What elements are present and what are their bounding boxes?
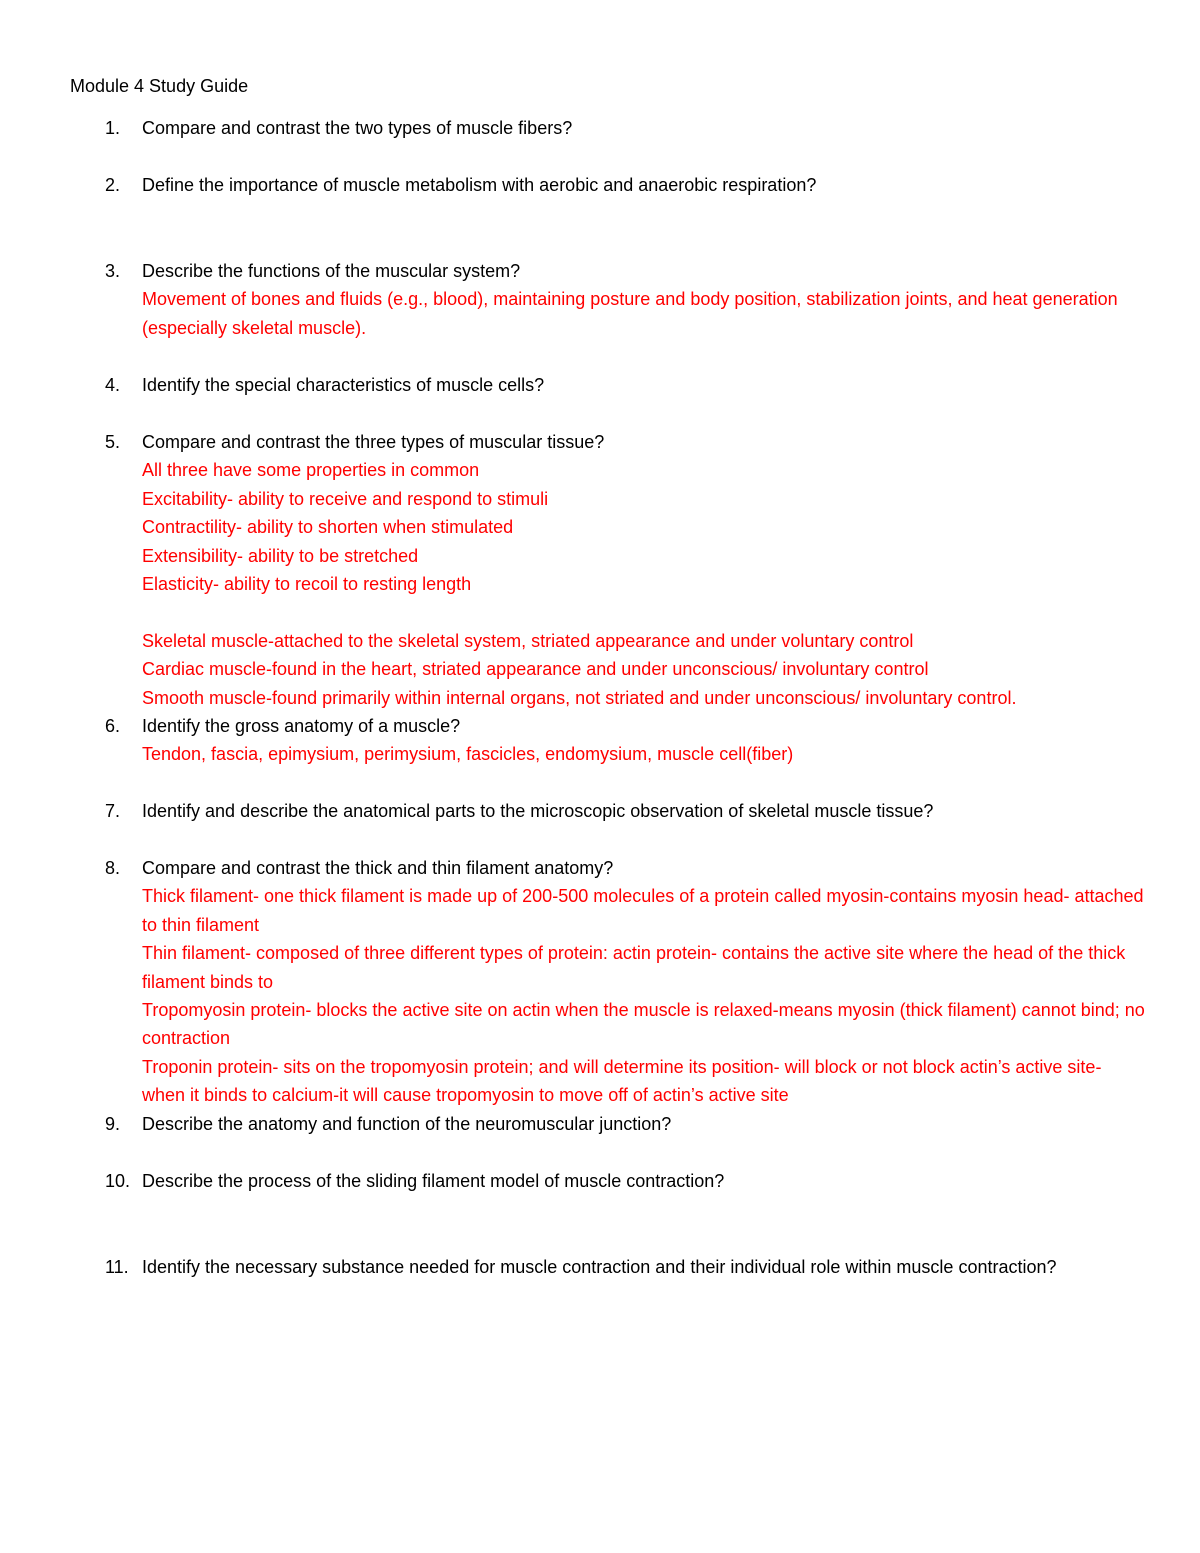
question-3 (105, 257, 1145, 342)
question-number: 7. (105, 801, 121, 821)
question-number: 6. (105, 716, 121, 736)
blank-line (142, 598, 1145, 626)
question-number: 5. (105, 432, 121, 452)
answer-line: Tendon, fascia, epimysium, perimysium, fascicles, endomysium, muscle cell(fiber) (142, 744, 794, 765)
answer-line: Excitability- ability to receive and respond to stimuli (142, 488, 549, 509)
question-number: 3. (105, 261, 121, 281)
question-8 (105, 854, 1145, 1110)
question-7 (105, 797, 1145, 825)
question-9 (105, 1110, 1145, 1138)
answer-line: Elasticity- ability to recoil to resting length (142, 574, 472, 595)
question-number: 2. (105, 175, 121, 195)
question-6 (105, 712, 1145, 769)
question-5 (105, 428, 1145, 712)
question-number: 4. (105, 375, 121, 395)
answer-line: Movement of bones and fluids (e.g., blood), maintaining posture and body position, stabilization joints, and heat generation (especially skeletal muscle). (142, 289, 1118, 338)
question-number: 8. (105, 858, 121, 878)
question-text: Describe the functions of the muscular system? (142, 261, 521, 281)
question-text: Describe the anatomy and function of the neuromuscular junction? (142, 1114, 672, 1134)
question-11 (105, 1253, 1145, 1281)
question-text: Compare and contrast the thick and thin filament anatomy? (142, 858, 614, 878)
answer-line: Skeletal muscle-attached to the skeletal system, striated appearance and under voluntary control (142, 630, 914, 651)
answer-line: Thick filament- one thick filament is made up of 200-500 molecules of a protein called myosin-contains myosin head- attached to thin filament (142, 886, 1144, 935)
question-4 (105, 371, 1145, 399)
question-text: Identify the necessary substance needed for muscle contraction and their individual role within muscle contraction? (142, 1257, 1057, 1277)
answer-line: Smooth muscle-found primarily within internal organs, not striated and under unconscious/ involuntary control. (142, 687, 1017, 708)
question-number: 10. (105, 1171, 131, 1191)
answer-line: Extensibility- ability to be stretched (142, 545, 419, 566)
question-text: Identify the gross anatomy of a muscle? (142, 716, 461, 736)
answer-line: All three have some properties in common (142, 460, 480, 481)
question-text: Identify the special characteristics of muscle cells? (142, 375, 545, 395)
question-text: Compare and contrast the two types of muscle fibers? (142, 118, 573, 138)
question-text: Define the importance of muscle metabolism with aerobic and anaerobic respiration? (142, 175, 817, 195)
question-text: Describe the process of the sliding filament model of muscle contraction? (142, 1171, 725, 1191)
question-number: 9. (105, 1114, 121, 1134)
answer-line: Tropomyosin protein- blocks the active site on actin when the muscle is relaxed-means myosin (thick filament) cannot bind; no contraction (142, 1000, 1145, 1049)
question-number: 1. (105, 118, 121, 138)
question-number: 11. (105, 1257, 129, 1277)
question-text: Compare and contrast the three types of muscular tissue? (142, 432, 605, 452)
answer-line: Contractility- ability to shorten when stimulated (142, 517, 514, 538)
answer-line: Cardiac muscle-found in the heart, striated appearance and under unconscious/ involuntary control (142, 659, 929, 680)
answer-line: Thin filament- composed of three different types of protein: actin protein- contains the active site where the head of the thick filament binds to (142, 943, 1126, 992)
question-1 (105, 114, 1145, 142)
answer-line: Troponin protein- sits on the tropomyosin protein; and will determine its position- will block or not block actin’s active site- when it binds to calcium-it will cause tropomyosin to move off of actin’s active site (142, 1056, 1102, 1106)
question-2 (105, 171, 1145, 199)
question-10 (105, 1167, 1145, 1195)
document-title: Module 4 Study Guide (70, 76, 249, 96)
question-text: Identify and describe the anatomical parts to the microscopic observation of skeletal muscle tissue? (142, 801, 934, 821)
